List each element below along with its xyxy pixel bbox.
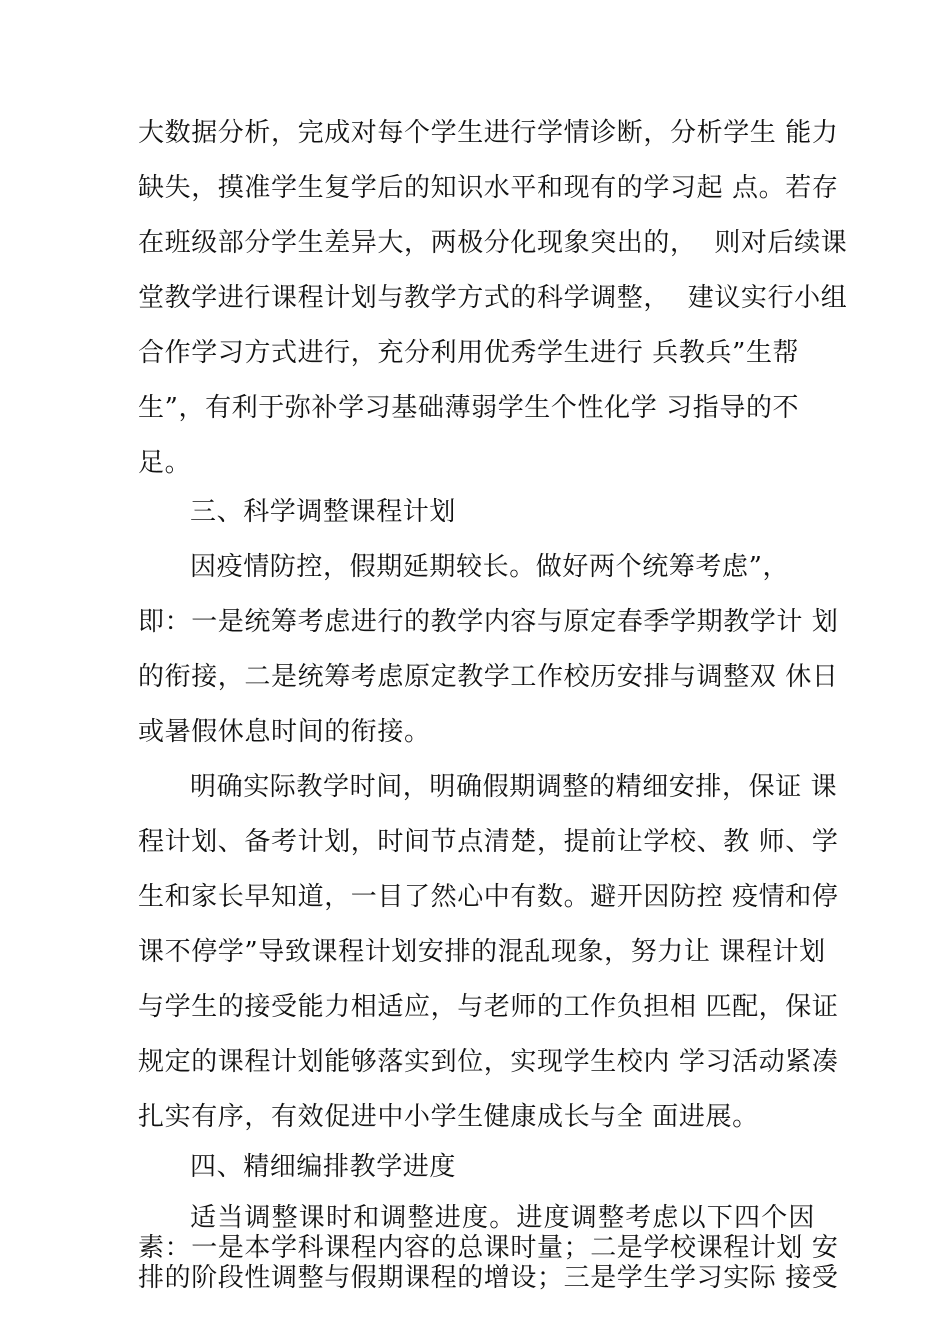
section-heading-4: 四、精细编排教学进度 [190,1152,457,1182]
paragraph-1-line-2: 缺失，摸准学生复学后的知识水平和现有的学习起 点。若存 [138,173,839,203]
paragraph-3-line-5: 与学生的接受能力相适应，与老师的工作负担相 匹配，保证 [138,992,839,1022]
paragraph-3-line-3: 生和家长早知道，一目了然心中有数。避开因防控 疫情和停 [138,882,839,912]
paragraph-3-line-7: 扎实有序，有效促进中小学生健康成长与全 面进展。 [138,1102,759,1132]
paragraph-2-line-4: 或暑假休息时间的衔接。 [138,717,431,747]
paragraph-1-line-1: 大数据分析，完成对每个学生进行学情诊断，分析学生 能力 [138,118,839,148]
paragraph-4-line-1: 适当调整课时和调整进度。进度调整考虑以下四个因 [190,1203,816,1233]
paragraph-1-line-7: 足。 [138,448,192,478]
paragraph-1-line-6: 生”，有利于弥补学习基础薄弱学生个性化学 习指导的不 [138,393,800,423]
paragraph-2-line-2: 即：一是统筹考虑进行的教学内容与原定春季学期教学计 划 [138,607,839,637]
paragraph-1-line-3: 在班级部分学生差异大，两极分化现象突出的， 则对后续课 [138,228,848,258]
paragraph-3-line-4: 课不停学”导致课程计划安排的混乱现象，努力让 课程计划 [138,937,826,967]
paragraph-3-line-1: 明确实际教学时间，明确假期调整的精细安排，保证 课 [190,772,838,802]
paragraph-1-line-4: 堂教学进行课程计划与教学方式的科学调整， 建议实行小组 [138,283,848,313]
paragraph-4-line-2: 素：一是本学科课程内容的总课时量；二是学校课程计划 安 [138,1233,839,1263]
paragraph-2-line-3: 的衔接，二是统筹考虑原定教学工作校历安排与调整双 休日 [138,662,839,692]
section-heading-3: 三、科学调整课程计划 [190,497,457,527]
paragraph-2-line-1: 因疫情防控，假期延期较长。做好两个统筹考虑”， [190,552,790,582]
paragraph-3-line-2: 程计划、备考计划，时间节点清楚，提前让学校、教 师、学 [138,827,839,857]
paragraph-4-line-3: 排的阶段性调整与假期课程的增设；三是学生学习实际 接受 [138,1263,839,1293]
paragraph-1-line-5: 合作学习方式进行，充分利用优秀学生进行 兵教兵”生帮 [138,338,800,368]
paragraph-3-line-6: 规定的课程计划能够落实到位，实现学生校内 学习活动紧凑 [138,1047,839,1077]
